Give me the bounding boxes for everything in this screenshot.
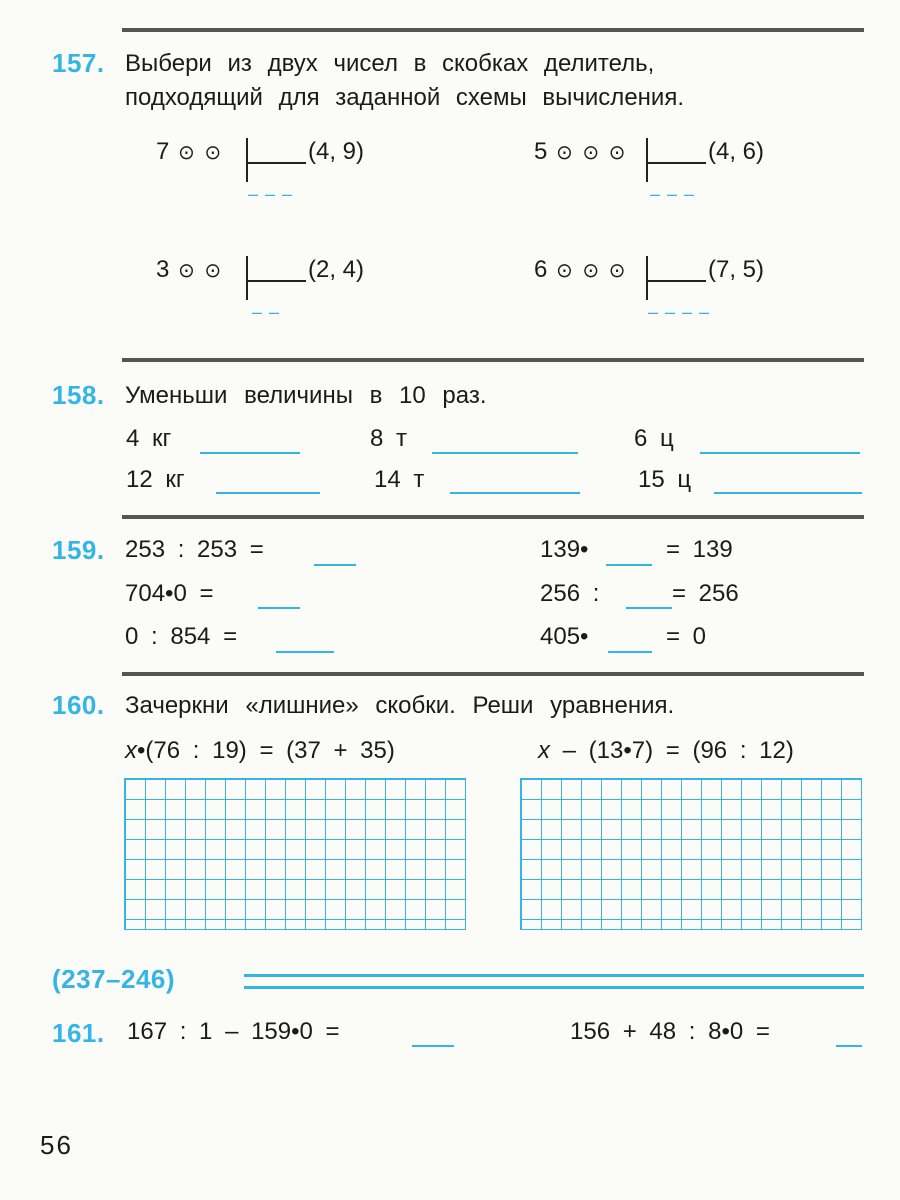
answer-blank[interactable] — [606, 564, 652, 566]
answer-blank[interactable] — [700, 452, 860, 454]
quotient-marks: – – – – — [648, 302, 711, 322]
task-161-number: 161. — [52, 1018, 105, 1048]
divisor-options: (4, 9) — [308, 138, 365, 165]
expression-right-3-end: = 0 — [666, 623, 707, 650]
page-number: 56 — [40, 1130, 73, 1160]
expression-right-3-start: 405• — [540, 623, 589, 650]
divisor-options: (7, 5) — [708, 256, 765, 283]
section-range: (237–246) — [52, 964, 176, 994]
digit-placeholder-icon: ⊙ ⊙ — [178, 142, 224, 164]
expression-161-1: 167 : 1 – 159•0 = — [127, 1018, 340, 1045]
division-corner — [246, 138, 248, 182]
expression-161-2: 156 + 48 : 8•0 = — [570, 1018, 770, 1045]
task-157-number: 157. — [52, 48, 105, 78]
divisor-line — [646, 162, 706, 164]
division-scheme-3 — [156, 256, 416, 326]
task-157-line-1: Выбери из двух чисел в скобках делитель, — [125, 50, 655, 77]
quotient-marks: – – — [252, 302, 281, 322]
section-rule — [122, 358, 864, 362]
task-158-number: 158. — [52, 380, 105, 410]
task-159-number: 159. — [52, 535, 105, 565]
task-160-instruction: Зачеркни «лишние» скобки. Реши уравнения. — [125, 692, 675, 719]
answer-blank[interactable] — [412, 1045, 454, 1047]
section-range-rule-1 — [244, 974, 864, 977]
equation-2-expression: – (13•7) = (96 : 12) — [550, 737, 794, 764]
quotient-marks: – – – — [248, 184, 294, 204]
divisor-options: (2, 4) — [308, 256, 365, 283]
digit-placeholder-icon: ⊙ ⊙ ⊙ — [556, 260, 628, 282]
answer-blank[interactable] — [836, 1045, 862, 1047]
quantity-item: 6 ц — [634, 425, 674, 452]
answer-blank[interactable] — [314, 564, 356, 566]
task-160-number: 160. — [52, 690, 105, 720]
quantity-item: 12 кг — [126, 466, 185, 493]
equation-1 — [125, 737, 395, 765]
scheme-dividend-digit: 3 — [156, 256, 170, 283]
divisor-line — [246, 280, 306, 282]
expression-right-2-end: = 256 — [672, 580, 739, 607]
division-corner — [646, 256, 648, 300]
expression-right-1-end: = 139 — [666, 536, 733, 563]
solution-grid-2[interactable] — [520, 778, 862, 930]
expression-right-1-start: 139• — [540, 536, 589, 563]
scheme-dividend-digit: 7 — [156, 138, 170, 165]
answer-blank[interactable] — [258, 607, 300, 609]
scheme-dividend-digit: 5 — [534, 138, 548, 165]
divisor-line — [646, 280, 706, 282]
division-scheme-1 — [156, 138, 416, 208]
expression-right-2-start: 256 : — [540, 580, 600, 607]
digit-placeholder-icon: ⊙ ⊙ — [178, 260, 224, 282]
task-158-instruction: Уменьши величины в 10 раз. — [125, 382, 487, 409]
task-157-line-2: подходящий для заданной схемы вычисления. — [125, 84, 684, 111]
answer-blank[interactable] — [714, 492, 862, 494]
division-corner — [246, 256, 248, 300]
answer-blank[interactable] — [276, 651, 334, 653]
answer-blank[interactable] — [608, 651, 652, 653]
quantity-item: 4 кг — [126, 425, 172, 452]
answer-blank[interactable] — [216, 492, 320, 494]
section-rule — [122, 672, 864, 676]
division-scheme-4 — [534, 256, 814, 326]
solution-grid-1[interactable] — [124, 778, 466, 930]
scheme-dividend-digit: 6 — [534, 256, 548, 283]
digit-placeholder-icon: ⊙ ⊙ ⊙ — [556, 142, 628, 164]
equation-2-variable: x — [538, 737, 550, 764]
expression-left-2: 704•0 = — [125, 580, 214, 607]
quantity-item: 8 т — [370, 425, 408, 452]
section-rule — [122, 515, 864, 519]
quotient-marks: – – – — [650, 184, 696, 204]
quantity-item: 14 т — [374, 466, 425, 493]
equation-1-expression: •(76 : 19) = (37 + 35) — [137, 737, 395, 764]
section-range-rule-2 — [244, 986, 864, 989]
equation-1-variable: x — [125, 737, 137, 764]
divisor-line — [246, 162, 306, 164]
answer-blank[interactable] — [200, 452, 300, 454]
quantity-item: 15 ц — [638, 466, 692, 493]
equation-2 — [538, 737, 794, 765]
answer-blank[interactable] — [450, 492, 580, 494]
top-rule — [122, 28, 864, 32]
answer-blank[interactable] — [432, 452, 578, 454]
division-corner — [646, 138, 648, 182]
division-scheme-2 — [534, 138, 814, 208]
expression-left-3: 0 : 854 = — [125, 623, 238, 650]
expression-left-1: 253 : 253 = — [125, 536, 264, 563]
answer-blank[interactable] — [626, 607, 672, 609]
divisor-options: (4, 6) — [708, 138, 765, 165]
